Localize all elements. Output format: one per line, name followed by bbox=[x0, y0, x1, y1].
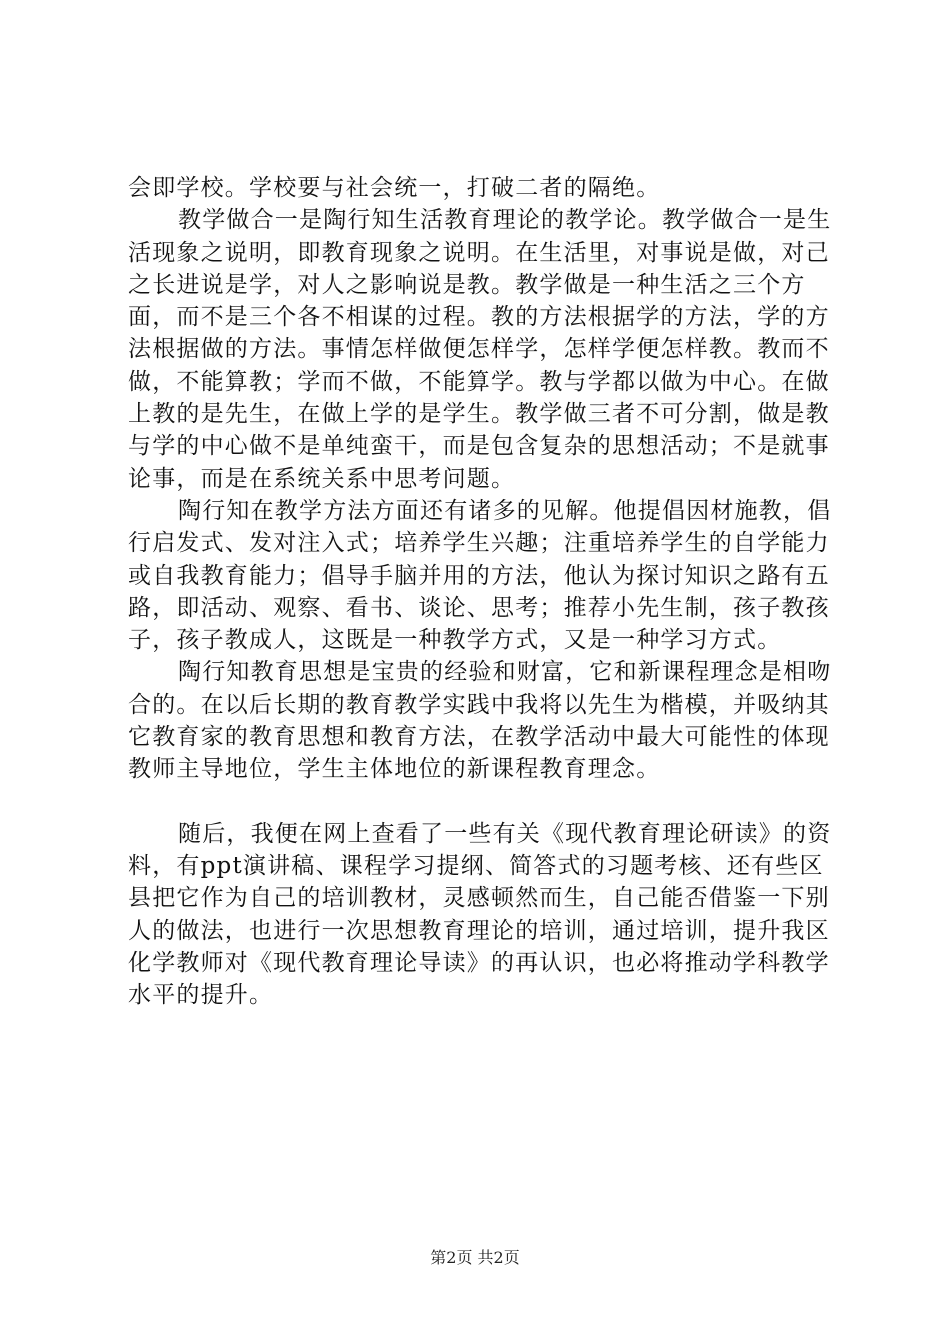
document-body bbox=[128, 172, 834, 1011]
paragraph-3: 陶行知在教学方法方面还有诸多的见解。他提倡因材施教，倡行启发式、发对注入式；培养学生兴趣；注重培养学生的自学能力或自我教育能力；倡导手脑并用的方法，他认为探讨知识之路有五路，即活动、观察、看书、谈论、思考；推荐小先生制，孩子教孩子，孩子教成人，这既是一种教学方式，又是一种学习方式。 bbox=[128, 497, 832, 654]
paragraph-5: 随后，我便在网上查看了一些有关《现代教育理论研读》的资料，有ppt演讲稿、课程学习提纲、简答式的习题考核、还有些区县把它作为自己的培训教材，灵感顿然而生，自己能否借鉴一下别人的做法，也进行一次思想教育理论的培训，通过培训，提升我区化学教师对《现代教育理论导读》的再认识，也必将推动学科教学水平的提升。 bbox=[128, 820, 832, 1009]
paragraph-4: 陶行知教育思想是宝贵的经验和财富，它和新课程理念是相吻合的。在以后长期的教育教学实践中我将以先生为楷模，并吸纳其它教育家的教育思想和教育方法，在教学活动中最大可能性的体现教师主导地位，学生主体地位的新课程教育理念。 bbox=[128, 659, 832, 783]
paragraph-2: 教学做合一是陶行知生活教育理论的教学论。教学做合一是生活现象之说明，即教育现象之说明。在生活里，对事说是做，对己之长进说是学，对人之影响说是教。教学做是一种生活之三个方面，而不是三个各不相谋的过程。教的方法根据学的方法，学的方法根据做的方法。事情怎样做便怎样学，怎样学便怎样教。教而不做，不能算教；学而不做，不能算学。教与学都以做为中心。在做上教的是先生，在做上学的是学生。教学做三者不可分割，做是教与学的中心做不是单纯蛮干，而是包含复杂的思想活动；不是就事论事，而是在系统关系中思考问题。 bbox=[128, 207, 832, 492]
paragraph-spacer bbox=[128, 786, 834, 818]
page-number-footer: 第2页 共2页 bbox=[430, 1248, 520, 1267]
paragraph-1: 会即学校。学校要与社会统一，打破二者的隔绝。 bbox=[128, 175, 661, 201]
